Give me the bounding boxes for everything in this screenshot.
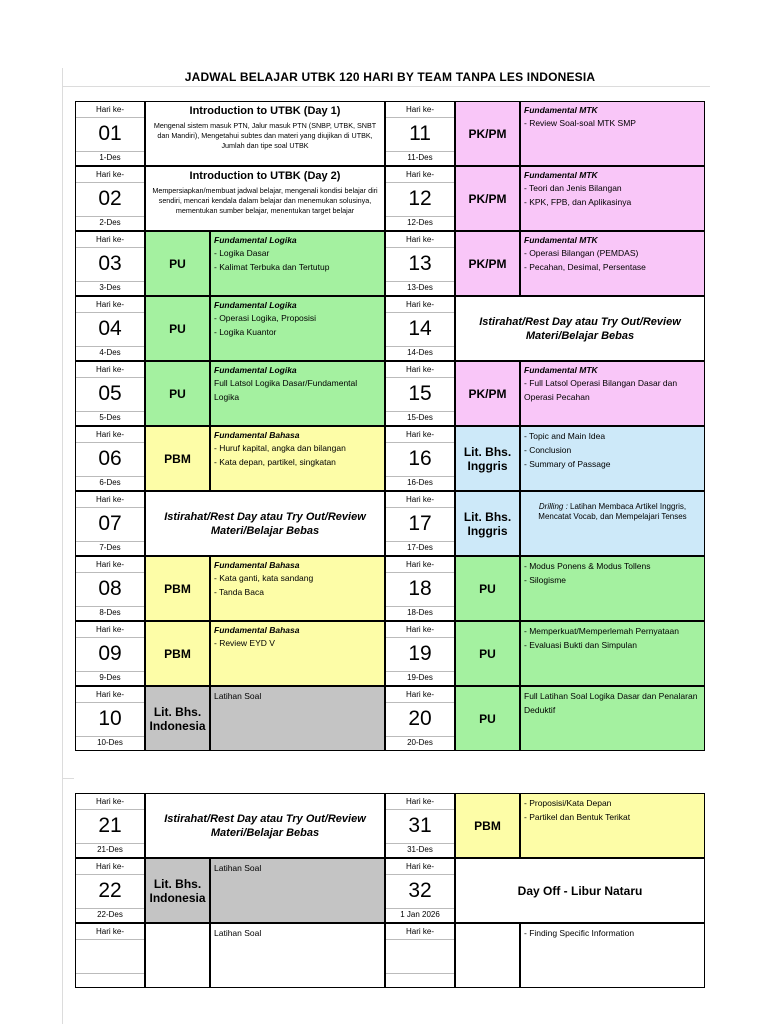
- rest-day-cell: Istirahat/Rest Day atau Try Out/Review Materi/Belajar Bebas: [145, 793, 385, 858]
- subject-cell: Lit. Bhs. Indonesia: [145, 686, 210, 751]
- topic-heading: Fundamental Bahasa: [214, 625, 300, 635]
- subject-cell: PU: [455, 686, 520, 751]
- day-number: 04: [76, 312, 144, 347]
- day-cell: [385, 556, 455, 621]
- day-label: Hari ke-: [76, 232, 144, 248]
- subject-cell: PU: [145, 361, 210, 426]
- details-cell: [520, 361, 705, 426]
- subject-cell: PBM: [145, 426, 210, 491]
- day-cell: [385, 858, 455, 923]
- topic-item: - Operasi Bilangan (PEMDAS): [524, 248, 639, 258]
- day-cell: [75, 231, 145, 296]
- day-label: Hari ke-: [386, 297, 454, 313]
- details-cell: [520, 686, 705, 751]
- page-title: JADWAL BELAJAR UTBK 120 HARI BY TEAM TANPA LES INDONESIA: [184, 70, 596, 84]
- topic-heading: Fundamental Bahasa: [214, 430, 300, 440]
- day-date: 9-Des: [99, 673, 121, 682]
- day-label: Hari ke-: [76, 924, 144, 940]
- topic-heading: Fundamental Logika: [214, 365, 297, 375]
- day-number: 20: [386, 702, 454, 737]
- day-number: 08: [76, 572, 144, 607]
- topic-item: - Kata depan, partikel, singkatan: [214, 457, 336, 467]
- day-number: 09: [76, 637, 144, 672]
- day-cell: [75, 426, 145, 491]
- details-cell: [520, 923, 705, 988]
- day-cell: [75, 621, 145, 686]
- day-label: Hari ke-: [76, 297, 144, 313]
- day-number: 31: [386, 809, 454, 844]
- topic-item: - Full Latsol Operasi Bilangan Dasar dan Operasi Pecahan: [524, 378, 678, 402]
- day-cell: [385, 166, 455, 231]
- day-label: Hari ke-: [386, 232, 454, 248]
- details-cell: [520, 556, 705, 621]
- day-date: 1 Jan 2026: [400, 910, 440, 919]
- drilling-text: Latihan Membaca Artikel Inggris, Mencatat Vocab, dan Mempelajari Tenses: [538, 502, 687, 521]
- day-label: Hari ke-: [76, 557, 144, 573]
- topic-item: Latihan Soal: [214, 863, 262, 873]
- subject-cell: PK/PM: [455, 231, 520, 296]
- day-date: 15-Des: [407, 413, 433, 422]
- day-date: 4-Des: [99, 348, 121, 357]
- topic-item: - Review Soal-soal MTK SMP: [524, 118, 636, 128]
- day-cell: [385, 296, 455, 361]
- intro-description: Mempersiapkan/membuat jadwal belajar, mengenali kondisi belajar diri sendiri, mencari kendala dalam belajar dan menemukan solusinya, mementukan sumber belajar, menentukan target belajar: [152, 186, 378, 215]
- intro-cell: [145, 101, 385, 166]
- day-label: Hari ke-: [76, 687, 144, 703]
- day-date: 10-Des: [97, 738, 123, 747]
- topic-heading: Fundamental Logika: [214, 300, 297, 310]
- topic-item: - Memperkuat/Memperlemah Pernyataan: [524, 626, 679, 636]
- details-cell: [520, 166, 705, 231]
- topic-item: - Operasi Logika, Proposisi: [214, 313, 317, 323]
- day-date: 21-Des: [97, 845, 123, 854]
- day-date: 14-Des: [407, 348, 433, 357]
- details-cell: [520, 426, 705, 491]
- day-cell: [385, 923, 455, 988]
- day-date: 16-Des: [407, 478, 433, 487]
- day-date: 13-Des: [407, 283, 433, 292]
- schedule-row: [75, 556, 705, 621]
- day-cell: [385, 361, 455, 426]
- day-label: Hari ke-: [76, 492, 144, 508]
- topic-heading: Fundamental Logika: [214, 235, 297, 245]
- topic-item: - KPK, FPB, dan Aplikasinya: [524, 197, 632, 207]
- day-number: 16: [386, 442, 454, 477]
- topic-item: - Pecahan, Desimal, Persentase: [524, 262, 646, 272]
- day-date: [76, 972, 144, 987]
- schedule-block-1: [75, 101, 705, 751]
- day-number: [76, 939, 144, 974]
- day-label: Hari ke-: [386, 622, 454, 638]
- details-cell: [520, 793, 705, 858]
- day-cell: [385, 686, 455, 751]
- day-date: 3-Des: [99, 283, 121, 292]
- day-number: 10: [76, 702, 144, 737]
- day-number: 02: [76, 182, 144, 217]
- day-label: Hari ke-: [386, 924, 454, 940]
- schedule-row: [75, 793, 705, 858]
- day-date: 11-Des: [407, 153, 433, 162]
- day-number: 15: [386, 377, 454, 412]
- day-cell: [75, 361, 145, 426]
- subject-cell: Lit. Bhs. Inggris: [455, 491, 520, 556]
- day-date: 7-Des: [99, 543, 121, 552]
- subject-cell: PBM: [145, 621, 210, 686]
- topic-item: - Topic and Main Idea: [524, 431, 606, 441]
- drilling-note: [524, 494, 701, 522]
- day-cell: [75, 491, 145, 556]
- topic-heading: Fundamental MTK: [524, 170, 598, 180]
- day-number: 07: [76, 507, 144, 542]
- details-cell: [210, 296, 385, 361]
- day-number: 12: [386, 182, 454, 217]
- topic-item: - Huruf kapital, angka dan bilangan: [214, 443, 346, 453]
- subject-cell: PK/PM: [455, 101, 520, 166]
- day-date: 18-Des: [407, 608, 433, 617]
- schedule-row: [75, 686, 705, 751]
- day-number: 22: [76, 874, 144, 909]
- subject-cell: [145, 923, 210, 988]
- drilling-label: Drilling :: [538, 502, 568, 511]
- day-number: 14: [386, 312, 454, 347]
- subject-cell: PU: [455, 556, 520, 621]
- day-cell: [75, 296, 145, 361]
- day-date: 31-Des: [407, 845, 433, 854]
- topic-item: - Review EYD V: [214, 638, 275, 648]
- day-number: 05: [76, 377, 144, 412]
- day-cell: [75, 556, 145, 621]
- day-date: 22-Des: [97, 910, 123, 919]
- schedule-row: [75, 923, 705, 988]
- details-cell: [520, 491, 705, 556]
- topic-heading: Fundamental MTK: [524, 365, 598, 375]
- day-label: Hari ke-: [386, 859, 454, 875]
- topic-item: - Conclusion: [524, 445, 572, 455]
- topic-item: - Partikel dan Bentuk Terikat: [524, 812, 631, 822]
- day-date: 19-Des: [407, 673, 433, 682]
- details-cell: [210, 686, 385, 751]
- day-number: 32: [386, 874, 454, 909]
- subject-cell: PK/PM: [455, 166, 520, 231]
- sheet-gridline-horizontal: [62, 86, 710, 87]
- day-number: 19: [386, 637, 454, 672]
- day-number: 11: [386, 117, 454, 152]
- day-cell: [385, 491, 455, 556]
- day-number: 03: [76, 247, 144, 282]
- day-date: 5-Des: [99, 413, 121, 422]
- intro-title: Introduction to UTBK (Day 2): [189, 170, 341, 182]
- topic-item: Full Latsol Logika Dasar/Fundamental Logika: [214, 378, 358, 402]
- topic-item: - Summary of Passage: [524, 459, 611, 469]
- sheet-gridline-vertical: [62, 68, 63, 1024]
- day-cell: [385, 101, 455, 166]
- details-cell: [210, 858, 385, 923]
- day-label: Hari ke-: [76, 859, 144, 875]
- topic-item: - Tanda Baca: [214, 587, 264, 597]
- day-cell: [385, 231, 455, 296]
- day-cell: [385, 793, 455, 858]
- subject-cell: PU: [145, 231, 210, 296]
- day-date: [386, 972, 454, 987]
- day-cell: [75, 858, 145, 923]
- schedule-row: [75, 621, 705, 686]
- day-cell: [75, 793, 145, 858]
- day-cell: [75, 686, 145, 751]
- details-cell: [520, 621, 705, 686]
- schedule-row: [75, 858, 705, 923]
- schedule-row: [75, 296, 705, 361]
- day-label: Hari ke-: [386, 167, 454, 183]
- topic-item: - Logika Dasar: [214, 248, 270, 258]
- schedule-row: [75, 101, 705, 166]
- schedule-row: [75, 231, 705, 296]
- day-label: Hari ke-: [76, 622, 144, 638]
- intro-cell: [145, 166, 385, 231]
- topic-item: Latihan Soal: [214, 691, 262, 701]
- intro-title: Introduction to UTBK (Day 1): [189, 105, 341, 117]
- rest-day-cell: Istirahat/Rest Day atau Try Out/Review Materi/Belajar Bebas: [145, 491, 385, 556]
- topic-item: - Silogisme: [524, 575, 567, 585]
- schedule-row: [75, 491, 705, 556]
- details-cell: [520, 101, 705, 166]
- day-label: Hari ke-: [386, 362, 454, 378]
- day-label: Hari ke-: [76, 794, 144, 810]
- topic-heading: Fundamental MTK: [524, 105, 598, 115]
- day-date: 12-Des: [407, 218, 433, 227]
- day-date: 2-Des: [99, 218, 121, 227]
- topic-item: - Logika Kuantor: [214, 327, 277, 337]
- day-cell: [75, 101, 145, 166]
- subject-cell: Lit. Bhs. Inggris: [455, 426, 520, 491]
- day-cell: [385, 621, 455, 686]
- details-cell: [210, 361, 385, 426]
- sheet-gridline-horizontal: [62, 778, 74, 779]
- subject-cell: Lit. Bhs. Indonesia: [145, 858, 210, 923]
- day-label: Hari ke-: [386, 427, 454, 443]
- day-label: Hari ke-: [386, 492, 454, 508]
- day-date: 1-Des: [99, 153, 121, 162]
- topic-item: - Kalimat Terbuka dan Tertutup: [214, 262, 330, 272]
- topic-item: - Proposisi/Kata Depan: [524, 798, 612, 808]
- day-number: 06: [76, 442, 144, 477]
- details-cell: [210, 556, 385, 621]
- topic-item: - Finding Specific Information: [524, 928, 635, 938]
- topic-item: Latihan Soal: [214, 928, 262, 938]
- subject-cell: PK/PM: [455, 361, 520, 426]
- schedule-block-2: [75, 793, 705, 988]
- details-cell: [210, 923, 385, 988]
- day-label: Hari ke-: [76, 167, 144, 183]
- day-date: 17-Des: [407, 543, 433, 552]
- schedule-row: [75, 166, 705, 231]
- day-number: 18: [386, 572, 454, 607]
- day-number: [386, 939, 454, 974]
- topic-item: - Modus Ponens & Modus Tollens: [524, 561, 651, 571]
- details-cell: [210, 621, 385, 686]
- day-cell: [75, 923, 145, 988]
- subject-cell: PU: [455, 621, 520, 686]
- day-number: 01: [76, 117, 144, 152]
- topic-item: Full Latihan Soal Logika Dasar dan Penalaran Deduktif: [524, 691, 698, 715]
- details-cell: [520, 231, 705, 296]
- day-label: Hari ke-: [386, 794, 454, 810]
- topic-item: - Kata ganti, kata sandang: [214, 573, 314, 583]
- day-cell: [75, 166, 145, 231]
- day-label: Hari ke-: [386, 687, 454, 703]
- day-label: Hari ke-: [76, 362, 144, 378]
- subject-cell: [455, 923, 520, 988]
- day-date: 20-Des: [407, 738, 433, 747]
- day-off-cell: Day Off - Libur Nataru: [455, 858, 705, 923]
- subject-cell: PU: [145, 296, 210, 361]
- day-label: Hari ke-: [76, 427, 144, 443]
- subject-cell: PBM: [145, 556, 210, 621]
- subject-cell: PBM: [455, 793, 520, 858]
- topic-heading: Fundamental Bahasa: [214, 560, 300, 570]
- schedule-row: [75, 426, 705, 491]
- details-cell: [210, 231, 385, 296]
- topic-item: - Evaluasi Bukti dan Simpulan: [524, 640, 637, 650]
- rest-day-cell: Istirahat/Rest Day atau Try Out/Review Materi/Belajar Bebas: [455, 296, 705, 361]
- topic-item: - Teori dan Jenis Bilangan: [524, 183, 622, 193]
- day-date: 8-Des: [99, 608, 121, 617]
- day-number: 21: [76, 809, 144, 844]
- intro-description: Mengenal sistem masuk PTN, Jalur masuk PTN (SNBP, UTBK, SNBT dan Mandiri), Mengetahui subtes dan materi yang diujikan di UTBK, Jumlah dan tipe soal UTBK: [153, 121, 377, 150]
- details-cell: [210, 426, 385, 491]
- day-number: 17: [386, 507, 454, 542]
- schedule-row: [75, 361, 705, 426]
- day-label: Hari ke-: [76, 102, 144, 118]
- day-label: Hari ke-: [386, 557, 454, 573]
- day-number: 13: [386, 247, 454, 282]
- topic-heading: Fundamental MTK: [524, 235, 598, 245]
- day-cell: [385, 426, 455, 491]
- day-label: Hari ke-: [386, 102, 454, 118]
- day-date: 6-Des: [99, 478, 121, 487]
